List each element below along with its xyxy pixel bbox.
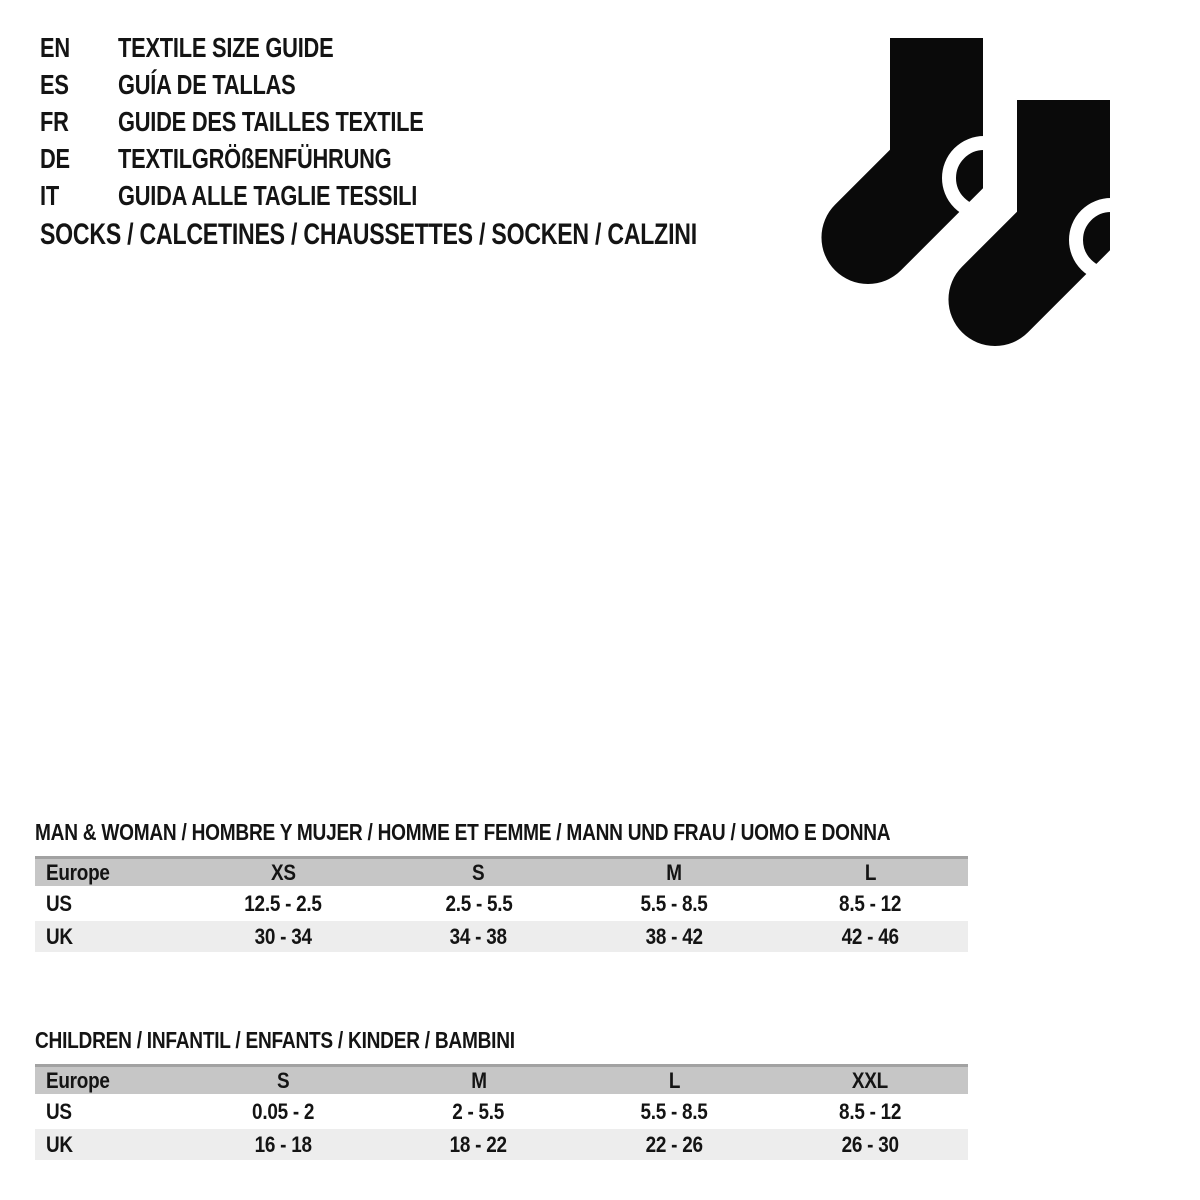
cell-value: 8.5 - 12 [839,1098,902,1124]
row-label: UK [46,1131,73,1157]
language-title: GUIDA ALLE TAGLIE TESSILI [118,180,418,211]
table-title-children [35,1028,968,1052]
cell-value: 38 - 42 [645,923,703,949]
language-code: FR [40,106,69,137]
language-row-it [40,177,510,214]
row-label: US [46,1098,72,1124]
header-size-xs: XS [270,859,296,885]
cell-value: 18 - 22 [450,1131,508,1157]
header-size-s: S [472,859,485,885]
language-title: GUIDE DES TAILLES TEXTILE [118,106,424,137]
cell-value: 2.5 - 5.5 [445,890,513,916]
language-row-fr [40,103,510,140]
cell-value: 12.5 - 2.5 [244,890,322,916]
cell-value: 26 - 30 [841,1131,899,1157]
language-code: ES [40,69,69,100]
table-title-children-text: CHILDREN / INFANTIL / ENFANTS / KINDER / BAMBINI [35,1027,515,1053]
header-size-l: L [864,859,876,885]
row-label: US [46,890,72,916]
table-row-uk [35,1129,968,1160]
language-row-es [40,66,510,103]
cell-value: 5.5 - 8.5 [640,1098,708,1124]
table-row-us [35,1096,968,1127]
size-table [35,856,968,952]
size-table [35,1064,968,1160]
category-line [40,217,893,252]
cell-value: 22 - 26 [645,1131,703,1157]
header-region: Europe [46,1067,110,1093]
size-table-adults [35,820,968,952]
cell-value: 16 - 18 [254,1131,312,1157]
language-title: GUÍA DE TALLAS [118,69,296,100]
cell-value: 42 - 46 [841,923,899,949]
language-code: DE [40,143,70,174]
header-size-m: M [470,1067,487,1093]
language-title-list [40,29,510,214]
language-code: IT [40,180,59,211]
cell-value: 34 - 38 [450,923,508,949]
header-size-m: M [666,859,683,885]
language-title: TEXTILE SIZE GUIDE [118,32,334,63]
cell-value: 2 - 5.5 [452,1098,505,1124]
language-row-de [40,140,510,177]
table-row-uk [35,921,968,952]
header-size-s: S [276,1067,290,1093]
table-header-row [35,856,968,886]
header-region: Europe [46,859,110,885]
row-label: UK [46,923,73,949]
table-title-adults [35,820,968,844]
cell-value: 5.5 - 8.5 [640,890,708,916]
language-row-en [40,29,510,66]
cell-value: 8.5 - 12 [839,890,902,916]
table-title-adults-text: MAN & WOMAN / HOMBRE Y MUJER / HOMME ET FEMME / MANN UND FRAU / UOMO E DONNA [35,819,891,845]
language-title: TEXTILGRÖßENFÜHRUNG [118,143,392,174]
table-row-us [35,888,968,919]
header-size-l: L [668,1067,681,1093]
table-header-row [35,1064,968,1094]
socks-icon [780,25,1180,357]
cell-value: 0.05 - 2 [251,1098,314,1124]
size-table-children [35,1028,968,1160]
category-line-text: SOCKS / CALCETINES / CHAUSSETTES / SOCKEN / CALZINI [40,218,697,251]
header-size-xxl: XXL [852,1067,889,1093]
language-code: EN [40,32,70,63]
cell-value: 30 - 34 [254,923,312,949]
